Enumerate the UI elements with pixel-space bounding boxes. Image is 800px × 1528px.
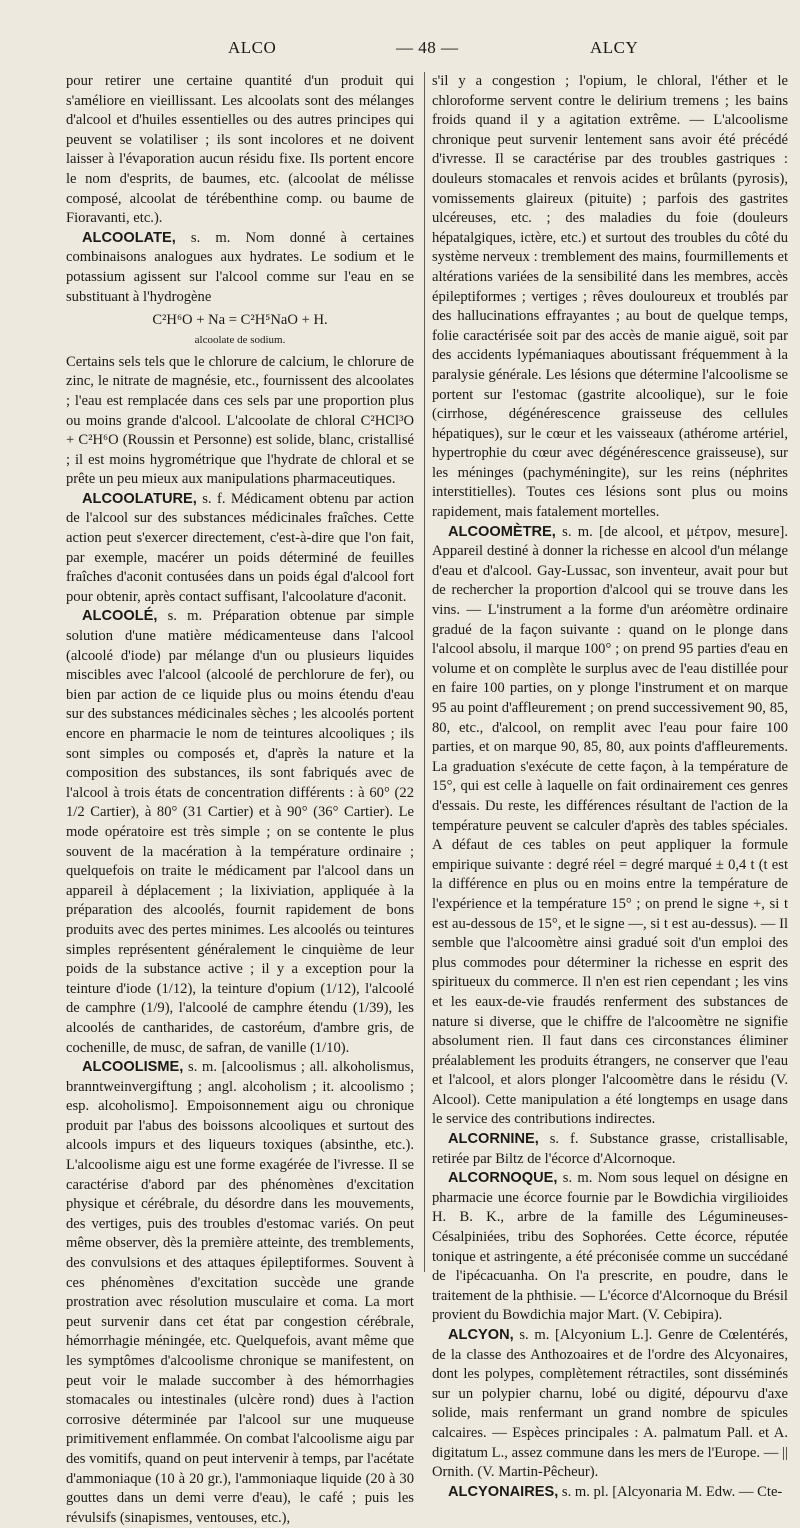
entry-alcornoque xyxy=(432,1169,788,1326)
continued-paragraph: s'il y a congestion ; l'opium, le chloral, l'éther et le chloroforme servent contre le delirium tremens ; les bains froids quand il y a agitation extrême. — L'alcoolisme chronique peut survenir lentement sans avoir été précédé d'ivresse. Il se caractérise par des troubles gastriques : douleurs stomacales et renvois acides et brûlants (pyrosis), vomissements glaireux (pituite) ; parfois des gastrites ulcéreuses, etc. ; des maladies du foie (douleurs hépatalgiques, ictère, etc.) et surtout des troubles du côté du système nerveux : tremblement des mains, fourmillements et altérations variées de la sensibilité dans les membres, accès épileptiformes ; vertiges ; rêves douloureux et troublés par des hallucinations effrayantes ; au bout de quelque temps, folie caractérisée soit par des accès de manie aiguë, soit par des accidents lypémaniaques aboutissant fréquemment à la paralysie générale. Les lésions que détermine l'alcoolisme se portent sur l'estomac (gastrite alcoolique), sur le foie (cirrhose, dégénérescence graisseuse des cellules hépatiques), sur le cœur et les vaisseaux (athérome artériel, hypertrophie du cœur avec dégénérescence graisseuse), sur les méninges (pachyméningite), sur les reins (néphrites interstitielles). Toutes ces lésions sont plus ou moins rapidement, mais fatalement mortelles. xyxy=(432,73,788,521)
chemical-formula: C²H⁶O + Na = C²H⁵NaO + H. xyxy=(152,312,328,329)
column-divider xyxy=(424,72,425,1272)
headword: ALCOOLATURE, xyxy=(82,490,197,507)
entry-alcoole xyxy=(66,607,414,1058)
headword: ALCOOLISME, xyxy=(82,1059,184,1076)
entry-alcoolature xyxy=(66,490,414,608)
entry-alcyon xyxy=(432,1326,788,1483)
entry-alcyonaires xyxy=(432,1483,788,1503)
headword: ALCORNINE, xyxy=(448,1131,539,1148)
left-column xyxy=(66,72,414,1526)
entry-body: s. m. Nom donné à certaines combinaisons analogues aux hydrates. Le sodium et le potassium agissent sur l'alcool comme sur l'eau en se substituant à l'hydrogène xyxy=(66,229,414,305)
header-right-guideword: ALCY xyxy=(590,38,639,57)
entry-body: s. f. Substance grasse, cristallisable, retirée par Biltz de l'écorce d'Alcornoque. xyxy=(432,1131,788,1167)
entry-body: s. f. Médicament obtenu par action de l'alcool sur des substances médicinales fraîches. Cette action peut s'exercer directement, c'est-à-dire que l'on fait, par exemple, macérer un poids déterminé de feuilles fraîches d'aconit contusées dans un poids égal d'alcool fort pour obtenir, après contact suffisant, l'alcoolature d'aconit. xyxy=(66,490,414,605)
headword: ALCYON, xyxy=(448,1327,514,1343)
headword: ALCOOMÈTRE, xyxy=(448,523,556,540)
headword: ALCOOLATE, xyxy=(82,229,176,246)
right-column xyxy=(432,72,788,1500)
entry-body: s. m. [alcoolismus ; all. alkoholismus, branntweinvergiftung ; angl. alcoholism ; it. alcoolismo ; esp. alcoholismo]. Empoisonnement aigu ou chronique produit par l'abus des boissons alcooliques et surtout des alcools impurs et des liqueurs toxiques (absinthe, etc.). L'alcoolisme aigu est une forme exagérée de l'ivresse. Il se caractérise d'abord par des phénomènes d'excitation physique et cérébrale, du désordre dans les mouvements, des vertiges, puis des troubles d'estomac variés. On peut même observer, dès la première atteinte, des tremblements, des convulsions et des attaques épileptiformes. Souvent à ces phénomènes d'excitation succède une grande prostration avec résolution musculaire et coma. La mort peut survenir dans cet état par congestion cérébrale, hémorrhagie méningée, etc. Quelquefois, avant même que les symptômes d'alcoolisme chronique se manifestent, on peut voir le malade succomber à des hémorrhagies stomacales ou intestinales (ulcère rond) dues à l'action corrosive déterminée par l'alcool sur une muqueuse primitivement enflammée. On combat l'alcoolisme aigu par des vomitifs, quand on peut intervenir à temps, par l'acétate d'ammoniaque (10 à 20 gr.), l'ammoniaque liquide (20 à 30 gouttes dans un demi verre d'eau), le café ; puis les révulsifs (sinapismes, ventouses, etc.), xyxy=(66,1059,414,1526)
formula-label: alcoolate de sodium. xyxy=(194,333,286,346)
headword: ALCOOLÉ, xyxy=(82,608,158,625)
headword: ALCYONAIRES, xyxy=(448,1483,559,1500)
entry-alcoolate xyxy=(66,229,414,307)
entry-alcoolisme xyxy=(66,1058,414,1528)
entry-alcoometre xyxy=(432,523,788,1130)
entry-body: s. m. pl. [Alcyonaria M. Edw. — Cte- xyxy=(558,1483,783,1500)
page-header xyxy=(0,38,800,64)
entry-body: s. m. Nom sous lequel on désigne en pharmacie une écorce fournie par le Bowdichia virgilioides H. B. K., arbre de la famille des Légumineuses-Césalpiniées, tribu des Sophorées. Cette écorce, réputée tonique et astringente, a été préconisée comme un succédané de l'ipécacuanha. On l'a prescrite, en poudre, dans le traitement de la phthisie. — L'écorce d'Alcornoque du Brésil provient du Bowdichia major Mart. (V. Cebipira). xyxy=(432,1170,788,1324)
headword: ALCORNOQUE, xyxy=(448,1170,558,1187)
entry-body: s. m. [Alcyonium L.]. Genre de Cœlentérés, de la classe des Anthozoaires et de l'ordre des Alcyonaires, dont les polypes, complètement rétractiles, sont disséminés sur un polypier charnu, lobé ou digité, dépourvu d'axe solide, mais renfermant un grand nombre de spicules calcaires. — Espèces principales : A. palmatum Pall. et A. digitatum L., assez commune dans les mers de l'Europe. — || Ornith. (V. Martin-Pêcheur). xyxy=(432,1327,788,1481)
page-number: — 48 — xyxy=(396,38,459,57)
header-left-guideword: ALCO xyxy=(228,38,277,57)
entry-body: s. m. [de alcool, et μέτρον, mesure]. Appareil destiné à donner la richesse en alcool d'un mélange d'eau et d'alcool. Gay-Lussac, son inventeur, avait pour but de rechercher la proportion d'alcool qui se trouve dans les vins. — L'instrument a la forme d'un aréomètre ordinaire gradué de la façon suivante : quand on le plonge dans l'alcool absolu, il marque 100° ; on prend 95 parties d'eau en volume et on complète le surplus avec de l'eau distillée pour en faire 100 parties, on y plonge l'instrument et on marque 95 au point d'affleurement ; on prend successivement 90, 85, 80, etc., d'alcool, on remplit avec l'eau pour faire 100 parties, et on marque 90, 85, 80, aux points d'affleurements. La graduation s'exécute de cette façon, à la température de 15°, qui est celle à laquelle on fait ordinairement ces genres d'essais. Du reste, les différences résultant de l'action de la température peuvent se calculer d'après des tables spéciales. A défaut de ces tables on peut appliquer la formule empirique suivante : degré réel = degré marqué ± 0,4 t (t est la différence en plus ou en moins entre la température de l'expérience et la température 15° ; on prend le signe +, si t est au-dessous de 15°, et le signe —, si t est au-dessus). — Il semble que l'alcoomètre ainsi gradué soit d'un emploi des plus commodes pour déterminer la richesse en esprit des spiritueux du commerce. Il n'en est rien cependant ; les vins et les eaux-de-vie fraudés renferment des substances de nature si diverse, que le chiffre de l'alcoomètre ne signifie absolument rien. Il faut dans ces circonstances éliminer préalablement les produits étrangers, ne conserver que l'eau et l'alcool, et alors plonger l'alcoomètre dans le résidu (V. Alcool). Cette manipulation a été longtemps en usage dans le service des contributions indirectes. xyxy=(432,523,788,1128)
continued-paragraph: pour retirer une certaine quantité d'un produit qui s'améliore en vieillissant. Les alcoolats sont des mélanges d'alcool et d'huiles essentielles ou des autres principes qui peuvent se volatiliser ; ils sont incolores et ne doivent laisser à l'évaporation aucun résidu fixe. Ils portent encore le nom d'esprits, de baumes, etc. (alcoolat de mélisse composé, alcoolat de térébenthine comp. ou baume de Fioravanti, etc.). xyxy=(66,73,414,227)
entry-body: s. m. Préparation obtenue par simple solution d'une matière médicamenteuse dans l'alcool (alcoolé d'iode) par mélange d'un ou plusieurs liquides miscibles avec l'alcool (alcoolé de perchlorure de fer), ou bien par action de ce liquide plus ou moins étendu d'eau sur des substances médicinales sèches ; les alcoolés portent encore en pharmacie le nom de teintures alcooliques ; ils sont simples ou composés et, d'après la nature et la composition des substances, ils sont fabriqués avec de l'alcool à trois états de concentration différents : à 60° (22 1/2 Cartier), à 80° (31 Cartier) et à 90° (36° Cartier). Le mode opératoire est très simple ; on se contente le plus souvent de la macération à la température ordinaire ; quelquefois on traite le médicament par l'alcool dans un appareil à déplacement ; la lixiviation, appliquée à la préparation des alcoolés, fournit rapidement de bons produits avec des pertes minimes. Les alcoolés ou teintures simples représentent généralement le cinquième de leur poids de la substance active ; il y a exception pour la teinture d'iode (1/12), la teinture d'opium (1/12), l'alcoolé de camphre (1/9), l'alcoolé de camphre étendu (1/39), les alcoolés de cantharides, de castoréum, d'ambre gris, de cochenille, de musc, de safran, de vanille (1/10). xyxy=(66,608,414,1056)
entry-continuation: Certains sels tels que le chlorure de calcium, le chlorure de zinc, le nitrate de magnésie, etc., fournissent des alcoolates ; l'eau est remplacée dans ces sels par une proportion plus ou moins grande d'alcool. L'alcoolate de chloral C²HCl³O + C²H⁶O (Roussin et Personne) est solide, blanc, cristallisé ; il est moins hygrométrique que l'hydrate de chloral et se prête un peu mieux aux manipulations pharmaceutiques. xyxy=(66,353,414,488)
entry-alcornine xyxy=(432,1130,788,1169)
